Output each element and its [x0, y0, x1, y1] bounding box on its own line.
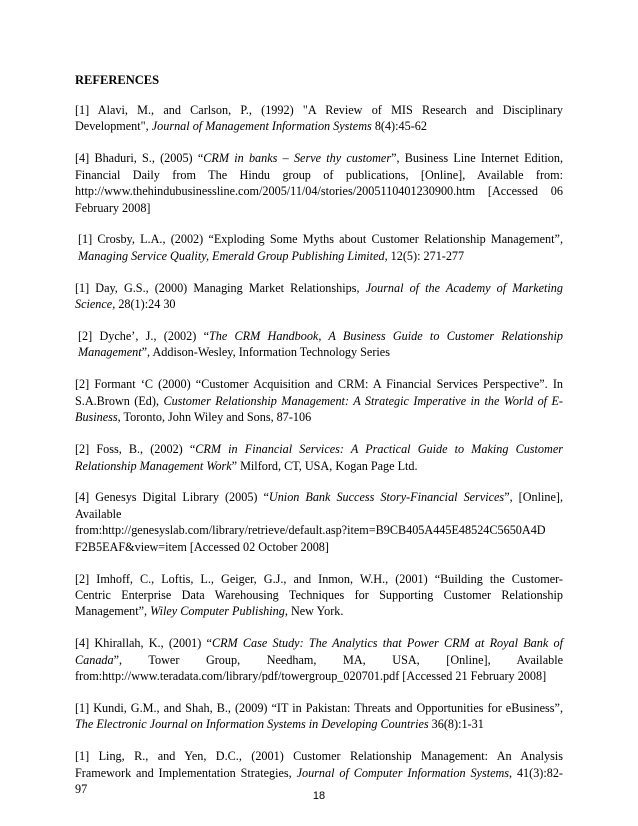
italic-text: CRM in banks – Serve thy customer	[203, 151, 392, 166]
italic-text: The Electronic Journal on Information Systems in Developing Countries	[75, 717, 429, 732]
italic-text: Managing Service Quality, Emerald Group Publishing Limited	[78, 248, 385, 263]
text-run: [1] Kundi, G.M., and Shah, B., (2009) “IT in Pakistan: Threats and Opportunities for eBusiness”,	[75, 700, 563, 715]
text-run: ”, Addison-Wesley, Information Technology Series	[141, 345, 390, 360]
reference-line	[75, 652, 563, 668]
text-run: 8(4):45-62	[371, 119, 427, 134]
text-run: Centric Enterprise Data Warehousing Techniques for Supporting Customer Relationship	[75, 587, 563, 602]
text-run: 97	[75, 782, 88, 797]
italic-text: Wiley Computer Publishing	[150, 604, 285, 619]
italic-text: Relationship Management Work	[75, 458, 232, 473]
text-run: [1] Day, G.S., (2000) Managing Market Relationships,	[75, 280, 366, 295]
reference-line	[75, 571, 563, 587]
text-run: February 2008]	[75, 200, 151, 215]
text-run: [2] Dyche’, J., (2002) “	[78, 329, 209, 344]
text-run: Development",	[75, 119, 152, 134]
reference-line	[75, 635, 563, 651]
reference-entry	[75, 376, 563, 425]
text-run: Financial Daily from The Hindu group of publications, [Online], Available from:	[75, 167, 563, 182]
text-run: [4] Bhaduri, S., (2005) “	[75, 151, 204, 166]
text-run: [2] Formant ‘C (2000) “Customer Acquisition and CRM: A Financial Services Perspective”. In	[75, 377, 563, 392]
text-run: [1] Alavi, M., and Carlson, P., (1992) "A Review of MIS Research and Disciplinary	[75, 103, 563, 117]
text-run: , New York.	[284, 604, 344, 619]
text-run: ”, Business Line Internet Edition,	[391, 151, 563, 166]
text-run: from:http://genesyslab.com/library/retrieve/default.asp?item=B9CB405A445E48524C5650A4D	[75, 523, 546, 538]
reference-entry	[75, 231, 563, 264]
text-run: F2B5EAF&view=item [Accessed 02 October 2008]	[75, 539, 329, 554]
reference-line	[75, 587, 563, 603]
reference-list	[75, 102, 563, 798]
reference-line	[75, 118, 563, 134]
text-run: Available	[75, 506, 122, 521]
italic-text: Journal of the Academy of Marketing	[365, 280, 563, 295]
page-number: 18	[312, 790, 326, 802]
reference-line	[75, 441, 563, 457]
reference-line	[75, 668, 563, 684]
text-run: , 28(1):24 30	[112, 297, 176, 312]
italic-text: CRM Case Study: The Analytics that Power CRM at Royal Bank of	[211, 636, 563, 651]
text-run: S.A.Brown (Ed),	[75, 393, 164, 408]
reference-line	[75, 183, 563, 199]
reference-line	[78, 328, 563, 344]
italic-text: The CRM Handbook, A Business Guide to Customer Relationship	[208, 329, 563, 344]
italic-text: Business	[75, 410, 118, 425]
reference-line	[75, 748, 563, 764]
text-run: http://www.thehindubusinessline.com/2005/11/04/stories/2005110401230900.htm [Accessed 06	[75, 184, 563, 199]
reference-line	[75, 539, 563, 555]
reference-line	[75, 296, 563, 312]
text-run: ” Milford, CT, USA, Kogan Page Ltd.	[231, 458, 418, 473]
reference-line	[75, 716, 563, 732]
reference-line	[78, 248, 563, 264]
reference-line	[78, 344, 563, 360]
text-run: Management”,	[75, 604, 151, 619]
reference-entry	[75, 150, 563, 216]
reference-line	[75, 700, 563, 716]
text-run: , 12(5): 271-277	[384, 248, 465, 263]
text-run: Framework and Implementation Strategies,	[75, 765, 297, 780]
text-run: [2] Imhoff, C., Loftis, L., Geiger, G.J., and Inmon, W.H., (2001) “Building the Customer-	[75, 571, 563, 586]
reference-entry	[75, 571, 563, 620]
text-run: , 41(3):82-	[509, 765, 563, 780]
reference-entry	[75, 489, 563, 555]
references-page	[75, 72, 563, 813]
reference-line	[75, 522, 563, 538]
text-run: [4] Genesys Digital Library (2005) “	[75, 490, 269, 505]
reference-line	[75, 167, 563, 183]
italic-text: Journal of Computer Information Systems	[296, 765, 510, 780]
italic-text: Customer Relationship Management: A Strategic Imperative in the World of E-	[163, 393, 563, 408]
text-run: [1] Ling, R., and Yen, D.C., (2001) Customer Relationship Management: An Analysis	[75, 749, 563, 764]
reference-line	[75, 409, 563, 425]
reference-entry	[75, 280, 563, 313]
reference-line	[75, 603, 563, 619]
text-run: [2] Foss, B., (2002) “	[75, 442, 196, 457]
text-run: [4] Khirallah, K., (2001) “	[75, 636, 212, 651]
reference-entry	[75, 441, 563, 474]
reference-line	[75, 489, 563, 505]
reference-entry	[75, 328, 563, 361]
reference-line	[75, 280, 563, 296]
reference-line	[75, 150, 563, 166]
italic-text: Union Bank Success Story-Financial Services	[268, 490, 505, 505]
reference-entry	[75, 102, 563, 135]
reference-line	[75, 506, 563, 522]
italic-text: Journal of Management Information Systems	[151, 119, 372, 134]
italic-text: Science	[75, 297, 113, 312]
text-run: ”, [Online],	[504, 490, 563, 505]
reference-line	[75, 765, 563, 781]
reference-line	[75, 376, 563, 392]
text-run: , Toronto, John Wiley and Sons, 87-106	[117, 410, 312, 425]
reference-line	[75, 393, 563, 409]
text-run: from:http://www.teradata.com/library/pdf/towergroup_020701.pdf [Accessed 21 February 2008]	[75, 669, 547, 684]
text-run: 36(8):1-31	[428, 717, 484, 732]
references-heading: REFERENCES	[75, 73, 160, 87]
reference-line	[75, 458, 563, 474]
reference-entry	[75, 635, 563, 684]
text-run: [1] Crosby, L.A., (2002) “Exploding Some Myths about Customer Relationship Management”,	[78, 232, 563, 247]
reference-line	[75, 102, 563, 118]
italic-text: CRM in Financial Services: A Practical Guide to Making Customer	[195, 442, 563, 457]
italic-text: Management	[78, 345, 142, 360]
reference-entry	[75, 700, 563, 733]
italic-text: Canada	[75, 652, 114, 667]
reference-line	[75, 200, 563, 216]
text-run: ”, Tower Group, Needham, MA, USA, [Online], Available	[113, 652, 563, 667]
reference-line	[78, 231, 563, 247]
